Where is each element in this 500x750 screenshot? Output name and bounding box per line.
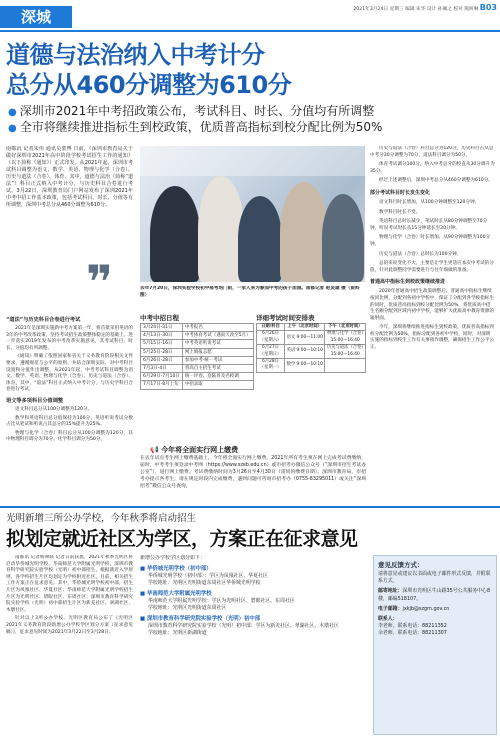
email-label: 电子邮箱： xyxy=(378,605,403,612)
feedback-instructions: 请将意见或建议以书面或电子邮件形式反馈，并附联系方式。 xyxy=(378,571,491,585)
school-name: ■ 华南师范大学附属光明学校 xyxy=(140,591,212,597)
exam-cell: 历史与道法（合卷）15:00—16:40 xyxy=(326,345,364,357)
schedule-event: 统一评卷、登陆普及名校调 xyxy=(182,373,253,381)
exam-cell: 数学 9:00—10:10 xyxy=(285,359,325,373)
school-detail: 深圳市教育科学研究院实验学校（光明）初中部：学区为新羌社区、翠湖社区、木墩社区 xyxy=(148,623,339,629)
fee-title-text: 今年将全面实行网上缴费 xyxy=(161,446,239,454)
exam-header-cell: 日期\科目 xyxy=(257,324,285,331)
schedule-row xyxy=(141,373,254,381)
exam-cell: 6月26日（星期六） xyxy=(257,331,285,345)
second-article-left xyxy=(6,555,133,745)
schedule-table xyxy=(140,323,254,390)
paragraph: 今年，深圳将继续推进指标生到校政策，优质普高指标到校分配比例为50%，指标分配到各初中学校，同时，对深圳实施的指标到校生工作有关事项作调整，确保招生工作公平公正。 xyxy=(370,325,495,351)
headline-line2: 总分从460分调整为610分 xyxy=(6,71,292,99)
paragraph: 经过上述调整后，深圳中考总分从460分调整为610分。 xyxy=(379,178,494,184)
exam-cell: 英语 9:00—10:10 xyxy=(285,345,325,359)
header-info xyxy=(255,3,497,12)
schedule-row xyxy=(141,324,254,332)
school-detail: 学校地址：光明区光明街道东周社区华侨城光明学校 xyxy=(148,580,261,586)
schedule-row xyxy=(141,340,254,348)
schedule-date: 6月26日-28日 xyxy=(141,356,183,364)
paragraph: 针对以上3所公办学校，光明区教育局公布了《光明区2021年义务教育阶段新增公办学校学区划分方案（征求意见稿）》，征求意见时间为2021年3月22日至3月28日。 xyxy=(6,616,133,635)
section-subheading: 普通高中指标生到校政策继续推进 xyxy=(370,279,446,286)
schedule-row xyxy=(141,348,254,356)
subhead-text: 全市将继续推进指标生到校政策，优质普高指标到校分配比例为50% xyxy=(19,120,383,134)
paragraph: 英语科目总时长减少，笔试时长从80分钟调整至70分钟，听说考试时长从15分钟延长至20分钟。 xyxy=(370,219,488,231)
schedule-date: 3月24日-31日 xyxy=(141,324,183,332)
fee-notice xyxy=(140,445,366,505)
section-subheading: 语文等多项科目分值调整 xyxy=(6,397,64,404)
section-tag: 深城 xyxy=(0,6,72,28)
feedback-title: 意见反馈方式： xyxy=(378,561,424,569)
exam-row xyxy=(257,345,366,359)
contact-2: 余老师，联系电话：88211307 xyxy=(378,630,447,637)
subhead-text: 深圳市2021年中考招政策公布，考试科目、时长、分值均有所调整 xyxy=(19,104,375,118)
schedule-date: 5月15日-16日 xyxy=(141,340,183,348)
schedule-row xyxy=(141,381,254,389)
email-link[interactable]: jxkjb@szgm.gov.cn xyxy=(402,605,450,612)
paragraph: 总的来说变化不大，主要是让学生更适应本次中考试的分值，针对此调整同学需要进行与往年细做的准备。 xyxy=(370,261,494,273)
paragraph: 《通知》明确了依照国家和省关于义务教育阶段相关文件要求，遵循规范与公平的原则，并结合深圳实际，对中考科目设置和分值作出调整，从2021年起，中考考试科目调整为语文、数学、英语、物理与化学（合卷）、历史与道法（合卷）、体育，其中，“道法”科目正式纳入中考计分，与历史学科目合卷进行考试。 xyxy=(6,354,133,393)
exam-cell: 6月28日（星期一） xyxy=(257,359,285,373)
contact-1: 李老师，联系电话：88211352 xyxy=(378,623,447,630)
fee-title xyxy=(150,445,366,455)
section-subheading: 部分考试科目时长发生变化 xyxy=(370,189,431,196)
list-intro: 新增公办学校学区划分如下： xyxy=(140,555,206,561)
school-name: ■ 华侨城光明学校（初中部） xyxy=(140,566,212,572)
schedule-event: 参加中考-统一考试 xyxy=(182,356,253,364)
exam-cell xyxy=(325,359,366,373)
paragraph: 物理与化学（合卷）时长增加，从90分钟调整为100分钟。 xyxy=(370,235,491,247)
paragraph: 语文科目时长增加，从100分钟调整至120分钟。 xyxy=(379,199,480,205)
schedule-event: 中考报名 xyxy=(182,324,253,332)
schedule-event: 中考体育考试（遇雨天改至5月） xyxy=(182,332,253,340)
schedule-box xyxy=(140,313,250,423)
school-detail: 学校地址：光明区新湖街道 xyxy=(148,630,207,636)
schedule-event: 网上填报志愿 xyxy=(182,348,253,356)
mail-address xyxy=(378,588,492,602)
fee-body: 在去年试点考生网上缴费基础上，今年将全面实行网上缴费。2021年所有考生须在网上完成考试费缴纳，届时，中考考生须登录中考网（https://www.szeb.edu.cn）或市招考办微信公众号（“深圳市招生考试办公室”），进行网上缴费。考试费缴纳时间为3月26日至4月30日（雷同的缴费日期）。深圳市教育局、市招考办提示各考生，请在规定时段内完成缴费，遇到问题可咨询市招考办（0755-83295011）或关注“深圳招考”微信公众号查询。 xyxy=(140,456,366,489)
paragraph: 2020年普通高中招生政策调整后，普通高中指标生继续按同比例，分配到各初中学校中，保证了分配到各学校指标生的同时，优质普高指标到校分配比例为50%，将优质高中招生名额分配到区域内初中学校，能够扩大优质高中教育资源的辐射面。 xyxy=(370,289,495,321)
right-column-article xyxy=(370,146,495,446)
school-detail: 华南师范大学附属光明学校：学区为光明社区、碧眼社区、东周社区 xyxy=(148,598,295,604)
schedule-date: 6月29日-7月10日 xyxy=(141,373,183,381)
schedule-event: 中招录取 xyxy=(182,381,253,389)
exam-header-cell: 下午（北京时间） xyxy=(325,324,366,331)
second-kicker: 光明新增三所公办学校，今年秋季将启动招生 xyxy=(6,513,197,524)
news-photo xyxy=(140,146,365,282)
section-divider xyxy=(0,506,500,508)
contact-label: 联系人： xyxy=(378,616,398,623)
schedule-event: 普高自主招生考试 xyxy=(182,365,253,373)
lead-paragraph: 南都讯 记者朱伟 通讯员蒙博 日前，《深圳市教育局关于做好深圳市2021年高中阶段学校考试招生工作的通知》（以下简称《通知》）正式印发。从2021年起，深圳市考试科目调整为语文、数学、英语、物理与化学（合卷）、历史与道法（合卷）、体育，其中，道德与法治（简称“道法”）科目正式纳入中考计分，与历史科目合卷进行考试。3月22日，深圳教育局门户网站发布了深圳2021年中考中招工作基本政策，包括考试科目、时长、分值等有所调整，深圳中考总分从460分调整为610分。 xyxy=(6,146,133,208)
schedule-row xyxy=(141,365,254,373)
school-name: ■ 深圳市教育科学研究院实验学校（光明）初中部 xyxy=(140,616,261,622)
megaphone-icon: 📢 xyxy=(150,446,159,454)
photo-caption: 去年7月20日，深圳实验学校初中部考场门前，一家人来为参加中考的孩子加油。南都记者 赵炎雄 摄（资料图） xyxy=(140,286,360,298)
school-detail: 华侨城光明学校（初中部）：学区为凤凰社区、华夏社区 xyxy=(148,573,268,579)
exam-timetable-box xyxy=(256,313,366,423)
schedule-event: 中考英语听说考试 xyxy=(182,340,253,348)
paragraph: 体育考试调分100分，纳入中考总分的校直从30分调升为35分。 xyxy=(370,162,495,174)
paragraph: 历史与道法（合卷）科目总分为120分，历史科目占从总中考分30分调整为70分，道法科目调分为50分。 xyxy=(370,146,494,158)
schedule-row xyxy=(141,356,254,364)
exam-cell: 语文 9:00—11:00 xyxy=(285,331,325,345)
schedule-title: 中考中招日程 xyxy=(140,314,179,322)
second-headline: 拟划定就近社区为学区，方案正在征求意见 xyxy=(6,528,358,550)
paragraph: 数学科目时长不变。 xyxy=(379,209,421,215)
paragraph: 语文科目总分从100分调整为120分。 xyxy=(15,406,93,412)
page-number: B03 xyxy=(479,3,497,12)
exam-cell: 6月27日（星期日） xyxy=(257,345,285,359)
schedule-date: 5月25日-28日 xyxy=(141,348,183,356)
quote-mark-icon: ❞ xyxy=(86,255,113,309)
bullet-icon: ● xyxy=(8,107,17,118)
exam-timetable xyxy=(256,323,366,373)
schedule-row xyxy=(141,332,254,340)
header-meta: 2021年3月24日 星期三 编辑 朱华 设计 孙佩之 校对 熊妍琳 xyxy=(353,7,479,12)
exam-row xyxy=(257,359,366,373)
schedule-date: 7月17日-8月上旬 xyxy=(141,381,183,389)
subhead-bullet-2 xyxy=(8,118,382,135)
subhead-bullet-1 xyxy=(8,102,374,119)
section-subheading: “道法”与历史科目合卷进行考试 xyxy=(6,317,81,323)
school-district-list xyxy=(140,555,365,745)
paragraph: 物理与化学（合卷）科目总分从100分调整为120分，其中物理科目调分为70分，化学科目调分为50分。 xyxy=(6,430,133,443)
paragraph: 历史与道法（合卷）总时长为100分钟。 xyxy=(379,251,462,257)
paragraph: 2021年是深圳实施新中考方案第一年，将首批采用英语的3年的中考改革政策，坚持考试招生政策整体稳定的基础上，进一步落实2019年发布的中考改革实施意见，其考试科目、时长、分值均有所调整。 xyxy=(6,326,133,351)
mail-label: 邮寄地址： xyxy=(378,588,403,595)
exam-header-cell: 上午（北京时间） xyxy=(285,324,325,331)
exam-row xyxy=(257,331,366,345)
paragraph: 数学和英语科目总分值保持为100分，英语听说考试分数占比从笔试和听说占其总分的15%提升为25%。 xyxy=(6,415,133,428)
feedback-box xyxy=(373,555,497,735)
exam-cell: 物理与化学（合卷）15:00—16:40 xyxy=(326,331,364,343)
schedule-date: 4月13日-30日 xyxy=(141,332,183,340)
schedule-date: 7月3日-4日 xyxy=(141,365,183,373)
page-header xyxy=(0,0,500,32)
headline-line1: 道德与法治纳入中考计分 xyxy=(6,41,265,69)
paragraph: 南都讯 记者杨翠联 记者日前获悉，2021年秋季光明区将启动华侨城光明学校、华南师范大学附属光明学校、深圳市教育科学研究院实验学校（光明）初中部招生，根据就近入学原则，各学校招生片区均划定为学校附近社区。目前，相关招生工作方案正在征求意见。其中，华侨城光明学校初中部，招生片区为凤凰社区、华夏社区；华南师范大学附属光明学校招生片区为光明社区、碧眼社区、东周社区；深圳市教育科学研究院实验学校（光明）初中部招生片区为新羌社区、翠湖社区、木墩社区。 xyxy=(6,555,133,613)
left-column-article xyxy=(6,313,133,491)
email-address xyxy=(378,606,492,613)
mail-value: 深圳市光明区牛山路35号公共服务中心8楼，邮编518107。 xyxy=(378,588,491,602)
contacts xyxy=(378,616,492,638)
school-detail: 学校地址：光明区光明街道东周社区 xyxy=(148,605,227,611)
exam-timetable-title: 详细考试时间安排表 xyxy=(256,314,315,322)
bullet-icon: ● xyxy=(8,123,17,134)
